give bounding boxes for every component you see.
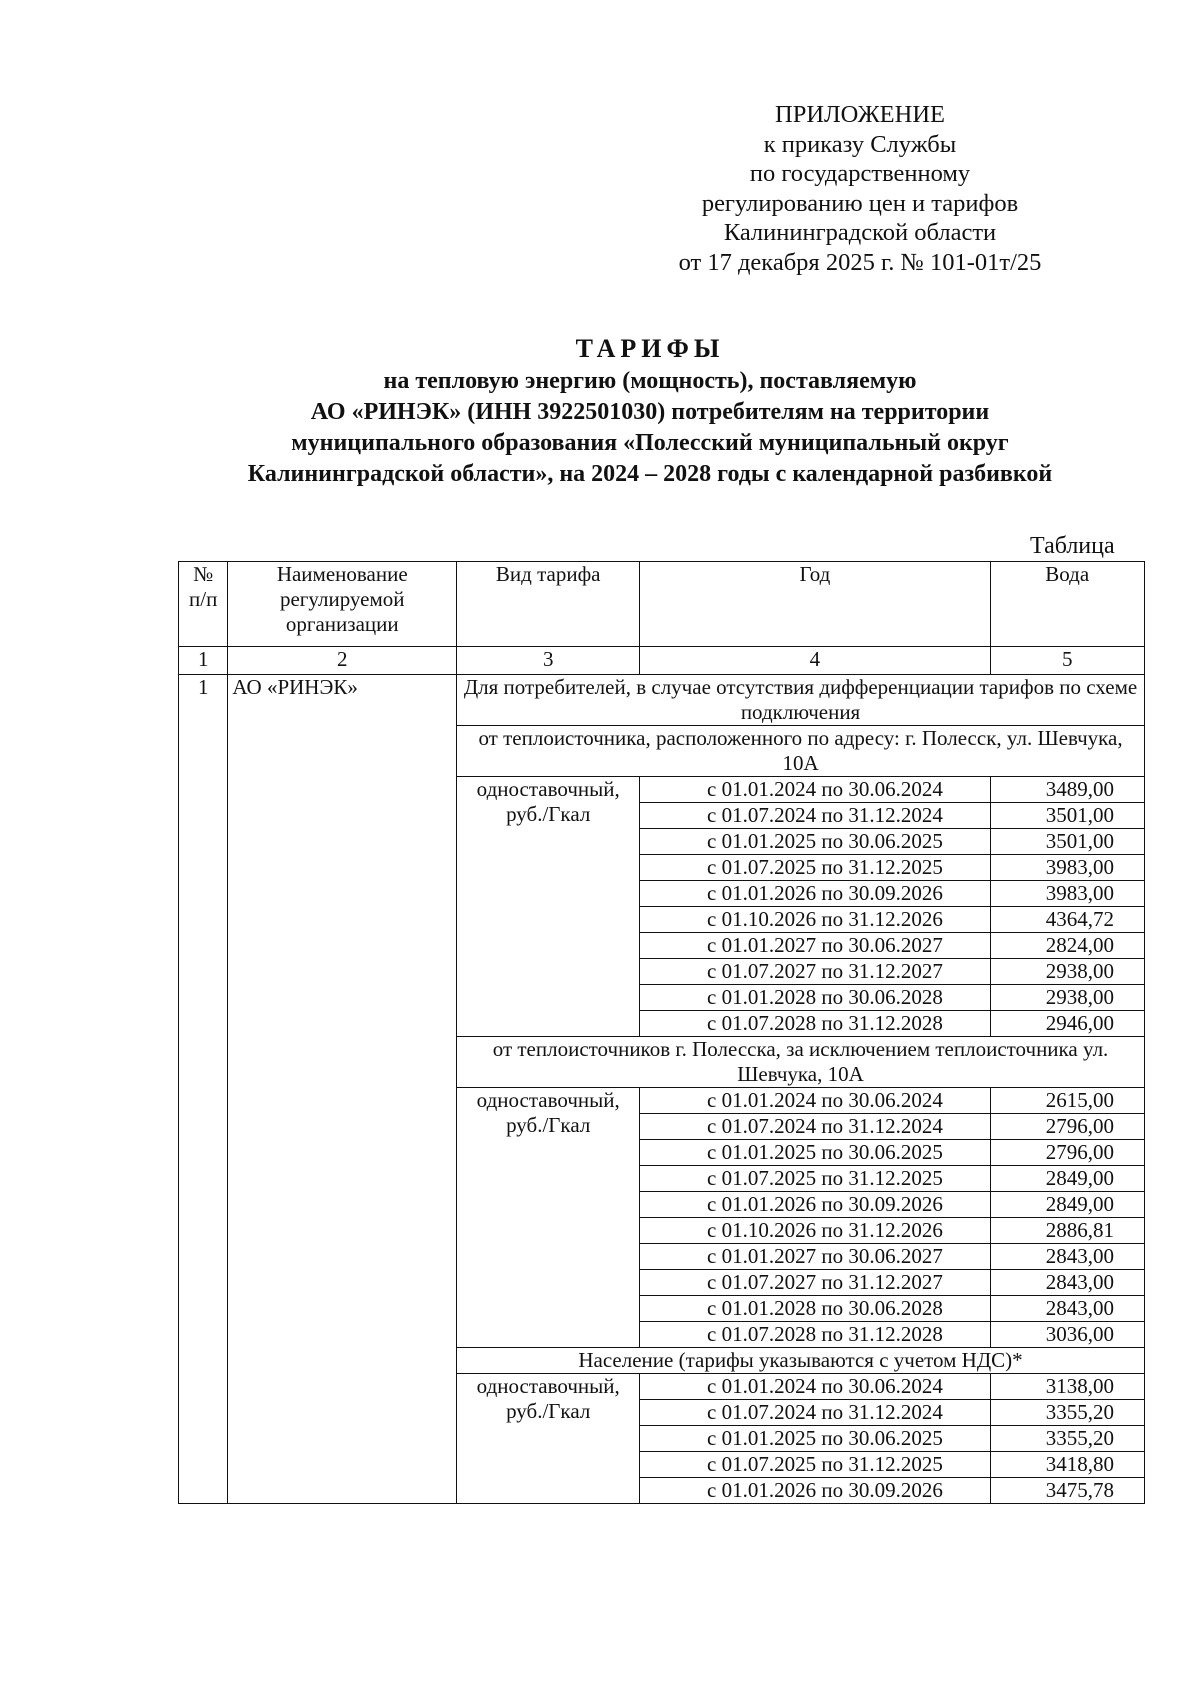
value-cell: 3501,00 xyxy=(990,803,1145,829)
period-cell: с 01.01.2025 по 30.06.2025 xyxy=(640,829,990,855)
value-cell: 2946,00 xyxy=(990,1011,1145,1037)
heading-line: на тепловую энергию (мощность), поставляемую xyxy=(383,368,917,394)
general-note: Для потребителей, в случае отсутствия дифференциации тарифов по схеме подключения xyxy=(457,675,1145,726)
value-cell: 3983,00 xyxy=(990,881,1145,907)
column-number: 3 xyxy=(457,647,640,675)
value-cell: 2615,00 xyxy=(990,1088,1145,1114)
value-cell: 2843,00 xyxy=(990,1244,1145,1270)
period-cell: с 01.01.2028 по 30.06.2028 xyxy=(640,985,990,1011)
value-cell: 2796,00 xyxy=(990,1114,1145,1140)
value-cell: 3418,80 xyxy=(990,1452,1145,1478)
value-cell: 2843,00 xyxy=(990,1296,1145,1322)
period-cell: с 01.01.2027 по 30.06.2027 xyxy=(640,933,990,959)
period-cell: с 01.01.2026 по 30.09.2026 xyxy=(640,1192,990,1218)
tariff-type: одноставочный, руб./Гкал xyxy=(457,777,640,1037)
value-cell: 2824,00 xyxy=(990,933,1145,959)
period-cell: с 01.01.2028 по 30.06.2028 xyxy=(640,1296,990,1322)
header-type: Вид тарифа xyxy=(457,562,640,647)
header-year: Год xyxy=(640,562,990,647)
period-cell: с 01.01.2025 по 30.06.2025 xyxy=(640,1140,990,1166)
period-cell: с 01.10.2026 по 31.12.2026 xyxy=(640,907,990,933)
header-org: Наименование регулируемой организации xyxy=(228,562,457,647)
header-row xyxy=(179,562,1145,647)
approval-line: по государственному xyxy=(749,160,971,187)
general-note-row xyxy=(179,675,1145,726)
period-cell: с 01.07.2025 по 31.12.2025 xyxy=(640,855,990,881)
heading-line: муниципального образования «Полесский муниципальный округ xyxy=(291,430,1009,456)
value-cell: 2843,00 xyxy=(990,1270,1145,1296)
value-cell: 3983,00 xyxy=(990,855,1145,881)
value-cell: 2796,00 xyxy=(990,1140,1145,1166)
value-cell: 3475,78 xyxy=(990,1478,1145,1504)
period-cell: с 01.07.2027 по 31.12.2027 xyxy=(640,959,990,985)
column-number: 2 xyxy=(228,647,457,675)
period-cell: с 01.07.2024 по 31.12.2024 xyxy=(640,803,990,829)
period-cell: с 01.07.2024 по 31.12.2024 xyxy=(640,1400,990,1426)
document-heading xyxy=(150,332,1150,490)
header-num: № п/п xyxy=(179,562,228,647)
section-title: Население (тарифы указываются с учетом НДС)* xyxy=(457,1348,1145,1374)
heading-line: АО «РИНЭК» (ИНН 3922501030) потребителям на территории xyxy=(310,399,990,425)
organization-name: АО «РИНЭК» xyxy=(228,675,457,1504)
value-cell: 3036,00 xyxy=(990,1322,1145,1348)
period-cell: с 01.07.2028 по 31.12.2028 xyxy=(640,1011,990,1037)
period-cell: с 01.01.2026 по 30.09.2026 xyxy=(640,1478,990,1504)
period-cell: с 01.07.2027 по 31.12.2027 xyxy=(640,1270,990,1296)
approval-line: Калининградской области xyxy=(723,219,997,246)
period-cell: с 01.07.2028 по 31.12.2028 xyxy=(640,1322,990,1348)
period-cell: с 01.10.2026 по 31.12.2026 xyxy=(640,1218,990,1244)
column-number-row xyxy=(179,647,1145,675)
period-cell: с 01.01.2024 по 30.06.2024 xyxy=(640,777,990,803)
approval-line: ПРИЛОЖЕНИЕ xyxy=(775,101,945,128)
value-cell: 2886,81 xyxy=(990,1218,1145,1244)
row-number: 1 xyxy=(179,675,228,1504)
period-cell: с 01.07.2025 по 31.12.2025 xyxy=(640,1166,990,1192)
heading-line: Калининградской области», на 2024 – 2028 годы с календарной разбивкой xyxy=(247,461,1053,487)
header-water: Вода xyxy=(990,562,1145,647)
approval-line: от 17 декабря 2025 г. № 101-01т/25 xyxy=(678,248,1042,276)
column-number: 1 xyxy=(179,647,228,675)
column-number: 5 xyxy=(990,647,1145,675)
value-cell: 3138,00 xyxy=(990,1374,1145,1400)
section-title: от теплоисточника, расположенного по адресу: г. Полесск, ул. Шевчука, 10А xyxy=(457,726,1145,777)
period-cell: с 01.07.2024 по 31.12.2024 xyxy=(640,1114,990,1140)
tariff-type: одноставочный, руб./Гкал xyxy=(457,1088,640,1348)
value-cell: 3355,20 xyxy=(990,1400,1145,1426)
period-cell: с 01.01.2024 по 30.06.2024 xyxy=(640,1374,990,1400)
approval-block xyxy=(660,100,1060,277)
value-cell: 2849,00 xyxy=(990,1166,1145,1192)
value-cell: 4364,72 xyxy=(990,907,1145,933)
value-cell: 2938,00 xyxy=(990,985,1145,1011)
document-title: ТАРИФЫ xyxy=(575,334,725,363)
period-cell: с 01.01.2024 по 30.06.2024 xyxy=(640,1088,990,1114)
value-cell: 2849,00 xyxy=(990,1192,1145,1218)
approval-line: к приказу Службы xyxy=(763,130,957,158)
value-cell: 3489,00 xyxy=(990,777,1145,803)
tariff-type: одноставочный, руб./Гкал xyxy=(457,1374,640,1504)
value-cell: 3501,00 xyxy=(990,829,1145,855)
period-cell: с 01.01.2027 по 30.06.2027 xyxy=(640,1244,990,1270)
period-cell: с 01.01.2026 по 30.09.2026 xyxy=(640,881,990,907)
period-cell: с 01.07.2025 по 31.12.2025 xyxy=(640,1452,990,1478)
period-cell: с 01.01.2025 по 30.06.2025 xyxy=(640,1426,990,1452)
approval-line: регулированию цен и тарифов xyxy=(701,189,1019,217)
table-caption: Таблица xyxy=(1030,533,1115,559)
section-title: от теплоисточников г. Полесска, за исключением теплоисточника ул. Шевчука, 10А xyxy=(457,1037,1145,1088)
value-cell: 3355,20 xyxy=(990,1426,1145,1452)
column-number: 4 xyxy=(640,647,990,675)
tariff-table xyxy=(178,561,1145,1504)
value-cell: 2938,00 xyxy=(990,959,1145,985)
